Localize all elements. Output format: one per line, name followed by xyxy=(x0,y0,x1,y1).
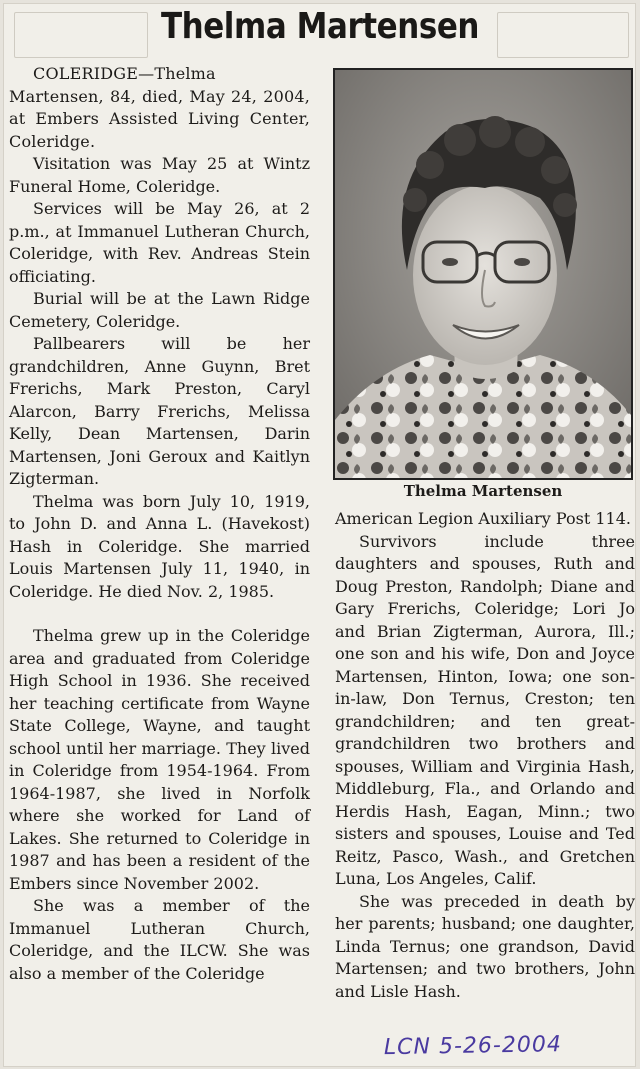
photo-caption: Thelma Martensen xyxy=(403,482,563,500)
portrait-image xyxy=(335,70,631,478)
pallbearers-paragraph: Pallbearers will be her grandchildren, Anne Guynn, Bret Frerichs, Mark Preston, Caryl Alarcon, Barry Frerichs, Melissa Kelly, Dean Martensen, Darin Martensen, Joni Geroux and Kaitlyn Zigterman. xyxy=(9,334,310,488)
dateline-paragraph: COLERIDGE—Thelma Martensen, 84, died, May 24, 2004, at Embers Assisted Living Center, Coleridge. xyxy=(9,64,310,151)
services-paragraph: Services will be May 26, at 2 p.m., at Immanuel Lutheran Church, Coleridge, with Rev. Andreas Stein officiating. xyxy=(9,199,310,286)
burial-paragraph: Burial will be at the Lawn Ridge Cemetery, Coleridge. xyxy=(9,289,310,331)
preceded-paragraph: She was preceded in death by her parents; husband; one daughter, Linda Ternus; one grandson, David Martensen; and two brothers, John and Lisle Hash. xyxy=(335,891,635,1001)
portrait-photo xyxy=(333,68,633,480)
membership-paragraph: She was a member of the Immanuel Lutheran Church, Coleridge, and the ILCW. She was also a member of the Coleridge xyxy=(9,896,310,983)
handwritten-date-note: LCN 5-26-2004 xyxy=(383,1032,563,1061)
legion-continuation: American Legion Auxiliary Post 114. xyxy=(335,509,631,528)
biography-paragraph: Thelma grew up in the Coleridge area and graduated from Coleridge High School in 1936. She received her teaching certificate from Wayne State College, Wayne, and taught school until her marriage. They lived in Coleridge from 1954-1964. From 1964-1987, she lived in Norfolk where she worked for Land of Lakes. She returned to Coleridge in 1987 and has been a resident of the Embers since November 2002. xyxy=(9,626,310,893)
birth-paragraph: Thelma was born July 10, 1919, to John D. and Anna L. (Havekost) Hash in Coleridge. She married Louis Martensen July 11, 1940, in Coleridge. He died Nov. 2, 1985. xyxy=(9,491,310,601)
right-column xyxy=(335,508,635,1003)
survivors-paragraph: Survivors include three daughters and spouses, Ruth and Doug Preston, Randolph; Diane and Gary Frerichs, Coleridge; Lori Jo and Brian Zigterman, Aurora, Ill.; one son and his wife, Don and Joyce Martensen, Hinton, Iowa; one son-in-law, Don Ternus, Creston; ten grandchildren; and ten great-grandchildren two brothers and spouses, William and Virginia Hash, Middleburg, Fla., and Orlando and Herdis Hash, Eagan, Minn.; two sisters and spouses, Louise and Ted Reitz, Pasco, Wash., and Gretchen Luna, Los Angeles, Calif. xyxy=(335,531,635,888)
left-column xyxy=(9,63,310,985)
headline: Thelma Martensen xyxy=(160,6,480,47)
visitation-paragraph: Visitation was May 25 at Wintz Funeral Home, Coleridge. xyxy=(9,154,310,196)
